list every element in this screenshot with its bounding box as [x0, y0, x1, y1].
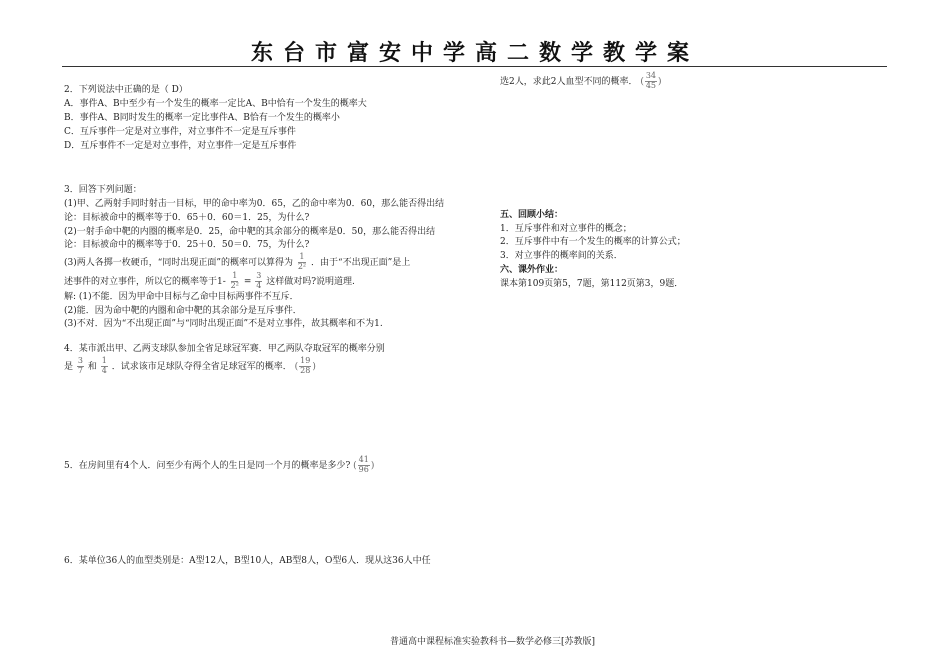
q2-stem: 2．下列说法中正确的是（ D） [64, 85, 188, 95]
q2-option-c: C．互斥事件一定是对立事件，对立事件不一定是互斥事件 [64, 126, 296, 137]
q2-option-d: D．互斥事件不一定是对立事件，对立事件一定是互斥事件 [64, 140, 297, 151]
q2-option-b: B．事件A、B同时发生的概率一定比事件A、B恰有一个发生的概率小 [64, 112, 340, 123]
page-footer: 普通高中课程标准实验教科书—数学必修三[苏教版] [390, 637, 596, 647]
fraction-three-sevenths: $\frac{3}{7}$ [77, 356, 83, 376]
q3-answer-1: 解: (1)不能．因为甲命中目标与乙命中目标两事件不互斥． [64, 291, 299, 302]
q3-part1-line2: 论：目标被命中的概率等于0．65＋0．60＝1．25，为什么? [64, 212, 310, 223]
q6-answer-fraction: $\frac{34}{45}$ [645, 71, 657, 90]
summary-item-3: 3．对立事件的概率间的关系． [500, 251, 623, 262]
q4-line2: 是 $\frac{3}{7}$ 和 $\frac{1}{4}$ ．试求该市足球队夺得全省足球冠军的概率． ( $\frac{19}{28}$ ) [64, 356, 316, 376]
q3-part2-line1: (2)一射手命中靶的内圈的概率是0．25，命中靶的其余部分的概率是0．50，那么能否得出结 [64, 226, 436, 237]
page-title: 东台市富安中学高二数学教学案 [250, 40, 699, 66]
header-rule [62, 66, 887, 67]
q3-part3-line2: 述事件的对立事件，所以它的概率等于1- $\frac{1}{\text{2²}}$ = $\frac{3}{4}$ 这样做对吗?说明道理. [64, 270, 355, 290]
q6-continued: 选2人，求此2人血型不同的概率． ( $\frac{34}{45}$ ) [500, 71, 662, 90]
fraction-one-quarter: $\frac{1}{4}$ [101, 356, 107, 376]
q5-line: 5．在房间里有4个人．问至少有两个人的生日是同一个月的概率是多少? ( $\frac{41}{96}$ ) [64, 454, 375, 474]
homework-heading: 六、课外作业： [500, 265, 564, 276]
q4-answer-fraction: $\frac{19}{28}$ [300, 356, 311, 376]
q5-answer-fraction: $\frac{41}{96}$ [358, 454, 369, 474]
q6-line: 6．某单位36人的血型类别是：A型12人，B型10人，AB型8人，O型6人．现从这36人中任 [64, 555, 431, 566]
q3-part2-line2: 论：目标被命中的概率等于0．25＋0．50＝0．75，为什么? [64, 240, 310, 251]
fraction-half-squared: $\frac{1}{\text{2²}}$ [297, 252, 307, 272]
fraction-one-over-two-squared: $\frac{1}{\text{2²}}$ [230, 270, 239, 290]
summary-item-2: 2．互斥事件中有一个发生的概率的计算公式； [500, 237, 686, 248]
q3-answer-2: (2)能．因为命中靶的内圈和命中靶的其余部分是互斥事件． [64, 305, 302, 316]
summary-item-1: 1．互斥事件和对立事件的概念； [500, 223, 632, 234]
left-column [64, 84, 464, 568]
q3-stem: 3．回答下列问题： [64, 184, 142, 195]
right-column [500, 72, 880, 292]
q4-line1: 4．某市派出甲、乙两支球队参加全省足球冠军赛．甲乙两队夺取冠军的概率分别 [64, 344, 385, 355]
q2-option-a: A．事件A、B中至少有一个发生的概率一定比A、B中恰有一个发生的概率大 [64, 98, 367, 109]
fraction-three-quarters: $\frac{3}{4}$ [256, 270, 262, 290]
summary-heading: 五、回顾小结： [500, 209, 564, 220]
q3-answer-3: (3)不对．因为“不出现正面”与“同时出现正面”不是对立事件，故其概率和不为1. [64, 319, 383, 330]
homework-text: 课本第109页第5，7题，第112页第3，9题． [500, 279, 684, 290]
q3-part3-line1: (3)两人各掷一枚硬币，“同时出现正面”的概率可以算得为 $\frac{1}{\text{2²}}$ ．由于“不出现正面”是上 [64, 252, 411, 272]
q3-part1-line1: (1)甲、乙两射手同时射击一目标，甲的命中率为0．65，乙的命中率为0．60，那么能否得出结 [64, 198, 445, 209]
